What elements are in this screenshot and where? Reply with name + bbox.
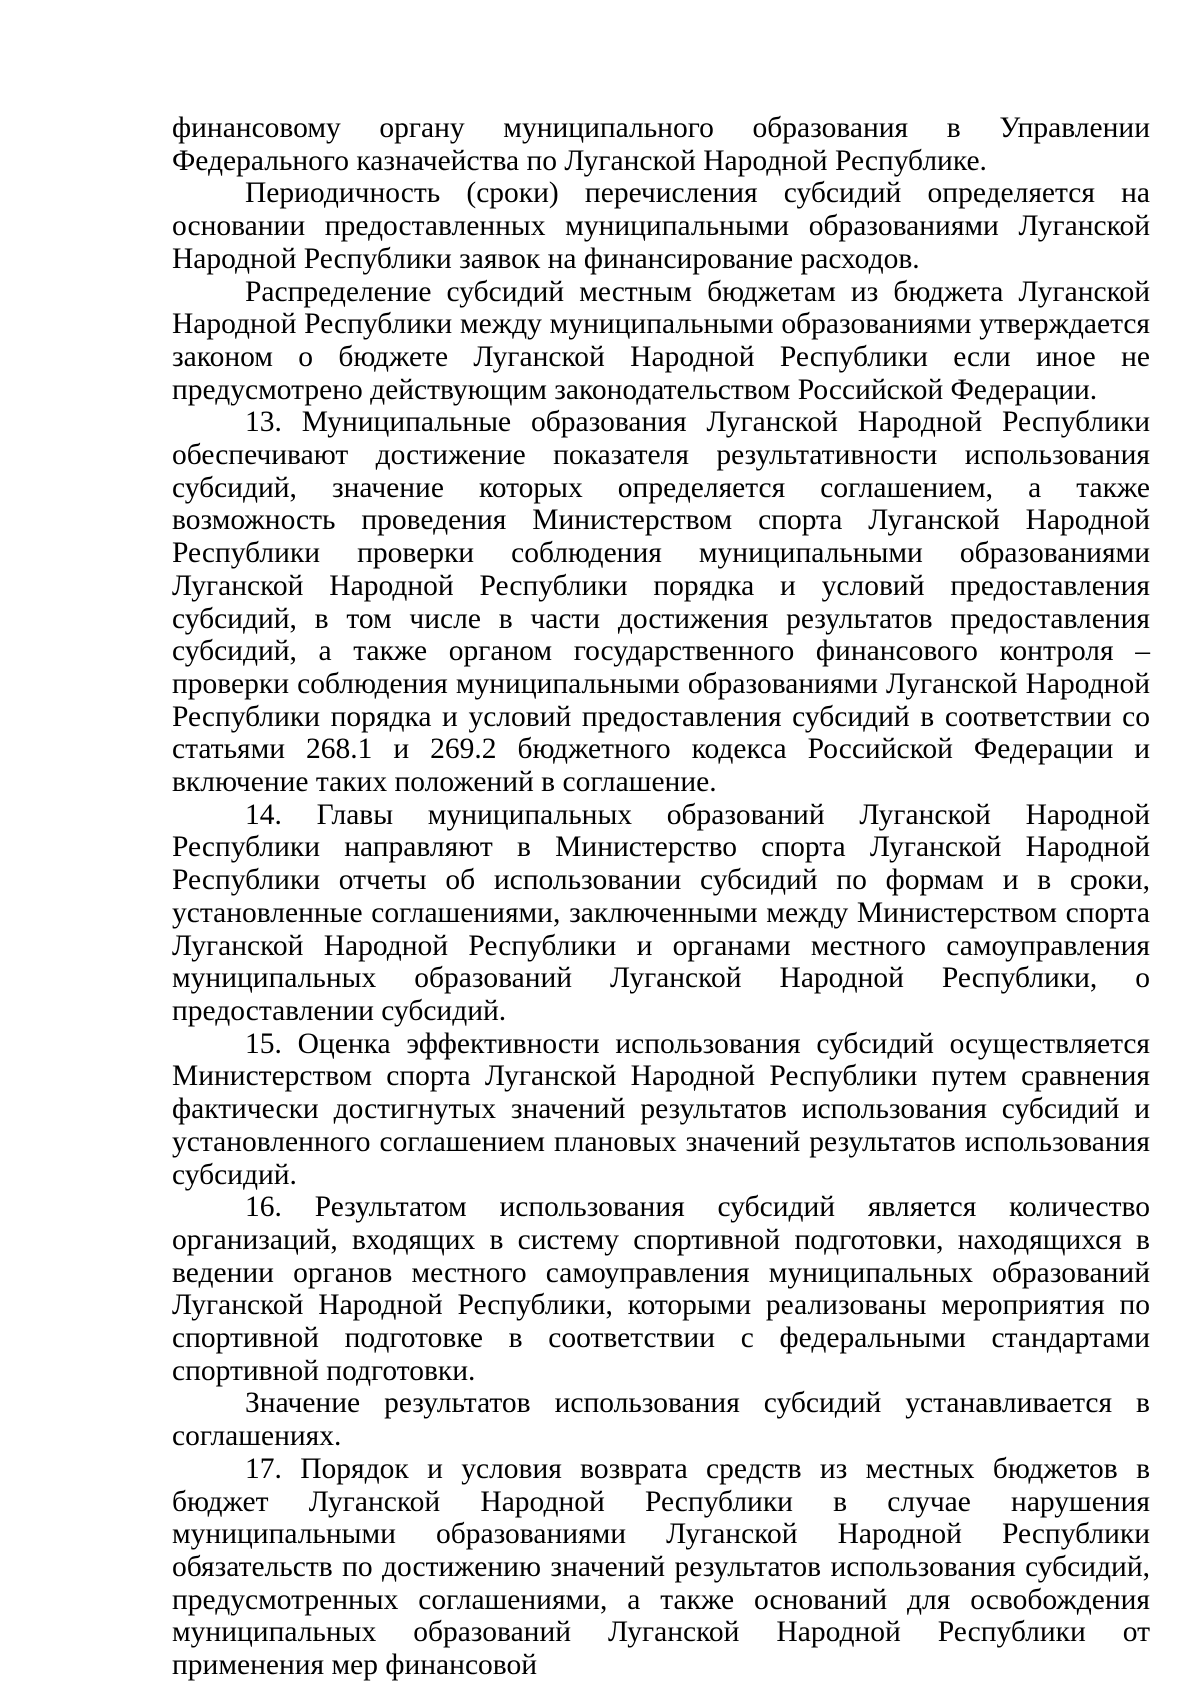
paragraph-item-14: 14. Главы муниципальных образований Луганской Народной Республики направляют в Министерство спорта Луганской Народной Республики отчеты об использовании субсидий по формам и в сроки, установленные соглашениями, заключенными между Министерством спорта Луганской Народной Республики и органами местного самоуправления муниципальных образований Луганской Народной Республики, о предоставлении субсидий. [172, 798, 1150, 1027]
paragraph-item-15: 15. Оценка эффективности использования субсидий осуществляется Министерством спорта Луганской Народной Республики путем сравнения фактически достигнутых значений результатов использования субсидий и установленного соглашением плановых значений результатов использования субсидий. [172, 1027, 1150, 1191]
paragraph-subsidy-distribution: Распределение субсидий местным бюджетам из бюджета Луганской Народной Республики между муниципальными образованиями утверждается законом о бюджете Луганской Народной Республики если иное не предусмотрено действующим законодательством Российской Федерации. [172, 275, 1150, 406]
document-body [172, 112, 1150, 1682]
paragraph-item-17: 17. Порядок и условия возврата средств из местных бюджетов в бюджет Луганской Народной Республики в случае нарушения муниципальными образованиями Луганской Народной Республики обязательств по достижению значений результатов использования субсидий, предусмотренных соглашениями, а также оснований для освобождения муниципальных образований Луганской Народной Республики от применения мер финансовой [172, 1452, 1150, 1682]
paragraph-item-13: 13. Муниципальные образования Луганской Народной Республики обеспечивают достижение показателя результативности использования субсидий, значение которых определяется соглашением, а также возможность проведения Министерством спорта Луганской Народной Республики проверки соблюдения муниципальными образованиями Луганской Народной Республики порядка и условий предоставления субсидий, в том числе в части достижения результатов предоставления субсидий, а также органом государственного финансового контроля – проверки соблюдения муниципальными образованиями Луганской Народной Республики порядка и условий предоставления субсидий в соответствии со статьями 268.1 и 269.2 бюджетного кодекса Российской Федерации и включение таких положений в соглашение. [172, 406, 1150, 799]
paragraph-item-16: 16. Результатом использования субсидий является количество организаций, входящих в систему спортивной подготовки, находящихся в ведении органов местного самоуправления муниципальных образований Луганской Народной Республики, которыми реализованы мероприятия по спортивной подготовке в соответствии с федеральными стандартами спортивной подготовки. [172, 1191, 1150, 1387]
paragraph-transfer-periodicity: Периодичность (сроки) перечисления субсидий определяется на основании предоставленных муниципальными образованиями Луганской Народной Республики заявок на финансирование расходов. [172, 177, 1150, 275]
paragraph-result-values: Значение результатов использования субсидий устанавливается в соглашениях. [172, 1387, 1150, 1453]
paragraph-continuation: финансовому органу муниципального образования в Управлении Федерального казначейства по Луганской Народной Республике. [172, 112, 1150, 177]
